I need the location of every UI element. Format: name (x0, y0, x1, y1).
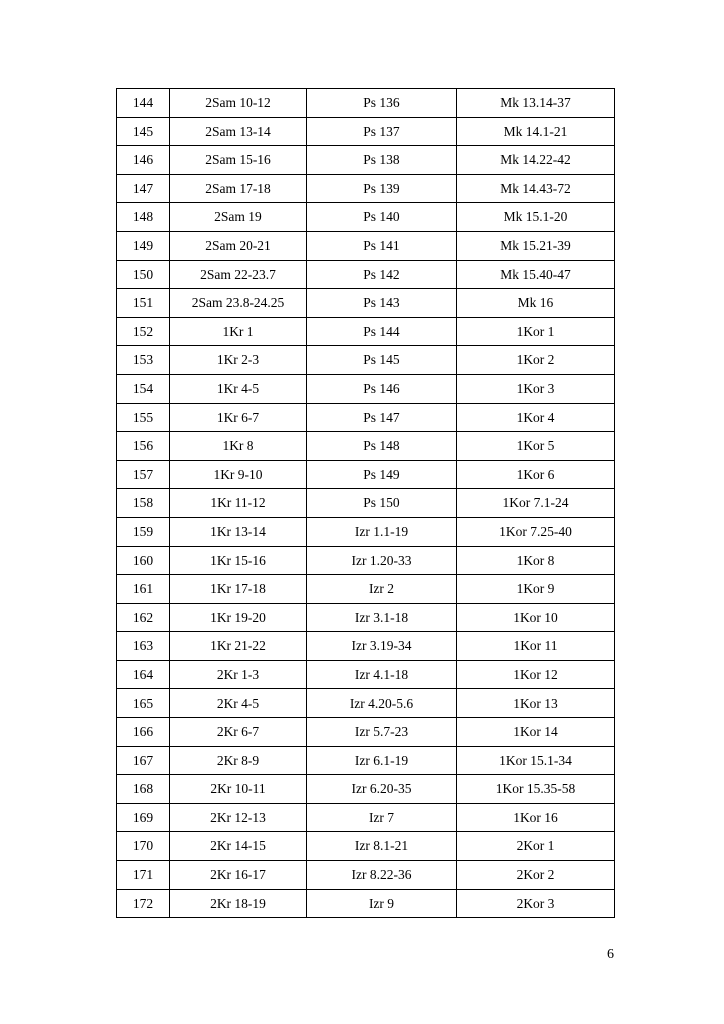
day-number-cell: 147 (117, 174, 170, 203)
reading-c-cell: 1Kor 4 (457, 403, 615, 432)
reading-c-cell: 1Kor 15.1-34 (457, 746, 615, 775)
reading-a-cell: 1Kr 11-12 (170, 489, 307, 518)
reading-b-cell: Ps 147 (307, 403, 457, 432)
reading-b-cell: Ps 137 (307, 117, 457, 146)
reading-c-cell: 2Kor 2 (457, 861, 615, 890)
day-number-cell: 170 (117, 832, 170, 861)
day-number-cell: 149 (117, 231, 170, 260)
reading-b-cell: Izr 7 (307, 803, 457, 832)
reading-c-cell: 1Kor 13 (457, 689, 615, 718)
reading-a-cell: 1Kr 1 (170, 317, 307, 346)
reading-c-cell: Mk 13.14-37 (457, 89, 615, 118)
reading-b-cell: Ps 142 (307, 260, 457, 289)
reading-c-cell: Mk 14.43-72 (457, 174, 615, 203)
reading-a-cell: 2Kr 16-17 (170, 861, 307, 890)
reading-b-cell: Ps 144 (307, 317, 457, 346)
reading-plan-table (116, 88, 615, 918)
day-number-cell: 171 (117, 861, 170, 890)
day-number-cell: 167 (117, 746, 170, 775)
day-number-cell: 156 (117, 432, 170, 461)
day-number-cell: 161 (117, 575, 170, 604)
day-number-cell: 151 (117, 289, 170, 318)
reading-c-cell: Mk 15.1-20 (457, 203, 615, 232)
reading-a-cell: 1Kr 17-18 (170, 575, 307, 604)
reading-a-cell: 1Kr 13-14 (170, 517, 307, 546)
reading-a-cell: 2Sam 19 (170, 203, 307, 232)
day-number-cell: 160 (117, 546, 170, 575)
reading-b-cell: Izr 8.22-36 (307, 861, 457, 890)
reading-b-cell: Ps 139 (307, 174, 457, 203)
table-row (117, 117, 615, 146)
reading-b-cell: Izr 3.1-18 (307, 603, 457, 632)
reading-c-cell: Mk 14.22-42 (457, 146, 615, 175)
reading-a-cell: 2Sam 10-12 (170, 89, 307, 118)
reading-c-cell: 2Kor 3 (457, 889, 615, 918)
reading-plan-table-body (117, 89, 615, 918)
table-row (117, 746, 615, 775)
reading-b-cell: Izr 3.19-34 (307, 632, 457, 661)
day-number-cell: 145 (117, 117, 170, 146)
reading-b-cell: Ps 140 (307, 203, 457, 232)
day-number-cell: 163 (117, 632, 170, 661)
reading-c-cell: 2Kor 1 (457, 832, 615, 861)
reading-c-cell: 1Kor 12 (457, 660, 615, 689)
reading-a-cell: 2Sam 15-16 (170, 146, 307, 175)
reading-a-cell: 1Kr 15-16 (170, 546, 307, 575)
reading-b-cell: Ps 136 (307, 89, 457, 118)
day-number-cell: 159 (117, 517, 170, 546)
reading-b-cell: Ps 145 (307, 346, 457, 375)
table-row (117, 775, 615, 804)
reading-b-cell: Izr 8.1-21 (307, 832, 457, 861)
reading-c-cell: 1Kor 2 (457, 346, 615, 375)
reading-b-cell: Izr 4.1-18 (307, 660, 457, 689)
table-row (117, 374, 615, 403)
reading-c-cell: 1Kor 8 (457, 546, 615, 575)
day-number-cell: 152 (117, 317, 170, 346)
reading-c-cell: 1Kor 3 (457, 374, 615, 403)
reading-c-cell: 1Kor 5 (457, 432, 615, 461)
table-row (117, 603, 615, 632)
table-row (117, 174, 615, 203)
reading-b-cell: Ps 150 (307, 489, 457, 518)
reading-a-cell: 2Kr 1-3 (170, 660, 307, 689)
reading-c-cell: 1Kor 6 (457, 460, 615, 489)
day-number-cell: 168 (117, 775, 170, 804)
table-row (117, 575, 615, 604)
table-row (117, 861, 615, 890)
reading-b-cell: Ps 149 (307, 460, 457, 489)
table-row (117, 718, 615, 747)
reading-b-cell: Ps 143 (307, 289, 457, 318)
day-number-cell: 157 (117, 460, 170, 489)
reading-c-cell: 1Kor 1 (457, 317, 615, 346)
reading-a-cell: 1Kr 9-10 (170, 460, 307, 489)
reading-a-cell: 2Sam 23.8-24.25 (170, 289, 307, 318)
reading-b-cell: Izr 4.20-5.6 (307, 689, 457, 718)
reading-a-cell: 1Kr 19-20 (170, 603, 307, 632)
reading-c-cell: 1Kor 15.35-58 (457, 775, 615, 804)
table-row (117, 432, 615, 461)
reading-a-cell: 2Kr 14-15 (170, 832, 307, 861)
reading-c-cell: 1Kor 7.25-40 (457, 517, 615, 546)
reading-b-cell: Izr 6.20-35 (307, 775, 457, 804)
table-row (117, 660, 615, 689)
day-number-cell: 155 (117, 403, 170, 432)
reading-c-cell: 1Kor 9 (457, 575, 615, 604)
reading-b-cell: Izr 1.20-33 (307, 546, 457, 575)
reading-c-cell: 1Kor 14 (457, 718, 615, 747)
table-row (117, 546, 615, 575)
table-row (117, 89, 615, 118)
reading-b-cell: Izr 1.1-19 (307, 517, 457, 546)
day-number-cell: 146 (117, 146, 170, 175)
reading-a-cell: 2Kr 18-19 (170, 889, 307, 918)
day-number-cell: 169 (117, 803, 170, 832)
reading-c-cell: Mk 15.40-47 (457, 260, 615, 289)
table-row (117, 689, 615, 718)
reading-b-cell: Ps 146 (307, 374, 457, 403)
table-row (117, 803, 615, 832)
reading-a-cell: 2Sam 13-14 (170, 117, 307, 146)
reading-c-cell: 1Kor 16 (457, 803, 615, 832)
reading-b-cell: Izr 6.1-19 (307, 746, 457, 775)
reading-a-cell: 2Sam 17-18 (170, 174, 307, 203)
table-row (117, 460, 615, 489)
reading-b-cell: Izr 2 (307, 575, 457, 604)
table-row (117, 231, 615, 260)
table-row (117, 203, 615, 232)
day-number-cell: 154 (117, 374, 170, 403)
day-number-cell: 166 (117, 718, 170, 747)
table-row (117, 317, 615, 346)
reading-a-cell: 2Kr 6-7 (170, 718, 307, 747)
table-row (117, 260, 615, 289)
day-number-cell: 162 (117, 603, 170, 632)
reading-b-cell: Ps 148 (307, 432, 457, 461)
reading-a-cell: 1Kr 21-22 (170, 632, 307, 661)
day-number-cell: 165 (117, 689, 170, 718)
day-number-cell: 148 (117, 203, 170, 232)
reading-a-cell: 1Kr 4-5 (170, 374, 307, 403)
table-row (117, 403, 615, 432)
day-number-cell: 150 (117, 260, 170, 289)
table-row (117, 146, 615, 175)
reading-a-cell: 2Sam 22-23.7 (170, 260, 307, 289)
reading-a-cell: 2Kr 4-5 (170, 689, 307, 718)
table-row (117, 889, 615, 918)
reading-b-cell: Izr 9 (307, 889, 457, 918)
table-row (117, 832, 615, 861)
reading-b-cell: Ps 141 (307, 231, 457, 260)
table-row (117, 346, 615, 375)
reading-a-cell: 1Kr 6-7 (170, 403, 307, 432)
reading-c-cell: Mk 15.21-39 (457, 231, 615, 260)
reading-a-cell: 2Kr 10-11 (170, 775, 307, 804)
reading-a-cell: 1Kr 8 (170, 432, 307, 461)
reading-b-cell: Izr 5.7-23 (307, 718, 457, 747)
table-row (117, 289, 615, 318)
reading-a-cell: 2Kr 12-13 (170, 803, 307, 832)
table-row (117, 489, 615, 518)
reading-a-cell: 1Kr 2-3 (170, 346, 307, 375)
day-number-cell: 153 (117, 346, 170, 375)
day-number-cell: 172 (117, 889, 170, 918)
day-number-cell: 144 (117, 89, 170, 118)
reading-c-cell: Mk 16 (457, 289, 615, 318)
reading-c-cell: Mk 14.1-21 (457, 117, 615, 146)
table-row (117, 517, 615, 546)
day-number-cell: 158 (117, 489, 170, 518)
reading-a-cell: 2Sam 20-21 (170, 231, 307, 260)
page-number: 6 (607, 947, 614, 962)
table-row (117, 632, 615, 661)
reading-b-cell: Ps 138 (307, 146, 457, 175)
reading-c-cell: 1Kor 7.1-24 (457, 489, 615, 518)
reading-c-cell: 1Kor 10 (457, 603, 615, 632)
reading-c-cell: 1Kor 11 (457, 632, 615, 661)
day-number-cell: 164 (117, 660, 170, 689)
reading-a-cell: 2Kr 8-9 (170, 746, 307, 775)
